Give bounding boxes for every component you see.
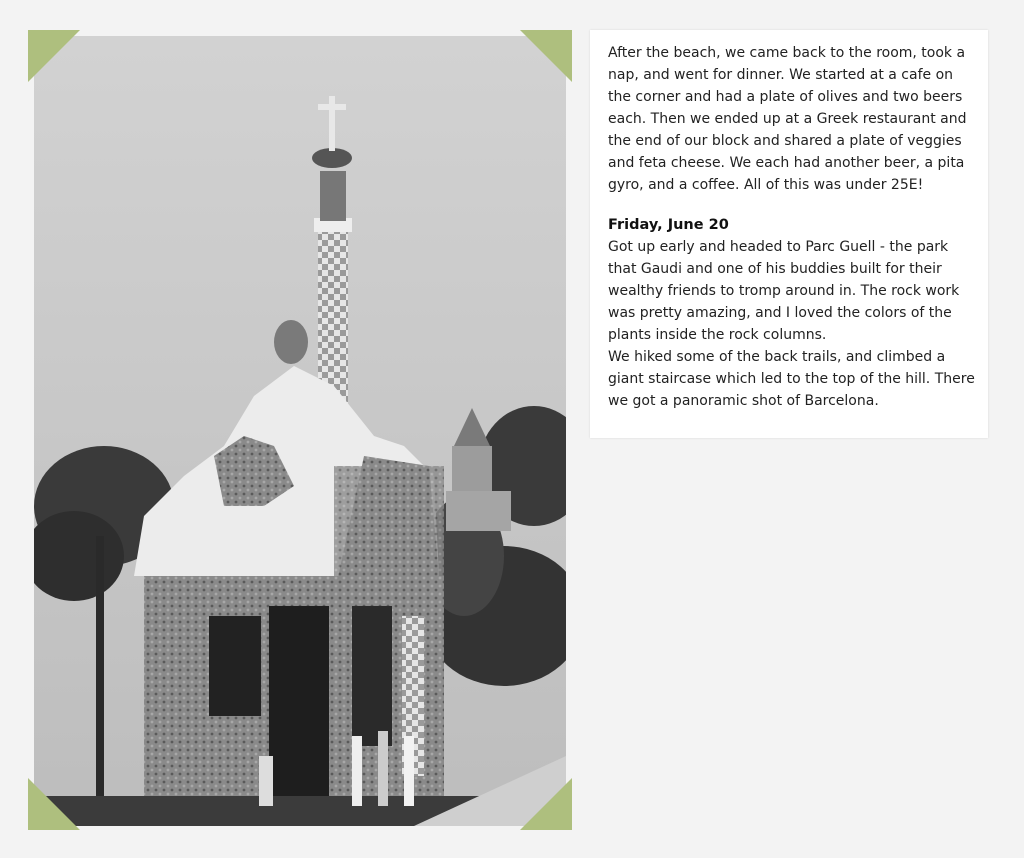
journal-date-heading: Friday, June 20	[608, 217, 729, 233]
journal-paragraph: After the beach, we came back to the room, took a nap, and went for dinner. We started at a cafe on the corner and had a plate of olives and two beers each. Then we ended up at a Greek restaurant and the end of our block and shared a plate of veggies and feta cheese. We each had another beer, a pita gyro, and a coffee. All of this was under 25E!	[608, 45, 967, 193]
photo-corner-top-left	[28, 30, 80, 82]
photo-corner-top-right	[520, 30, 572, 82]
photo-corner-bottom-left	[28, 778, 80, 830]
journal-text	[608, 42, 976, 412]
journal-paragraph: Got up early and headed to Parc Guell - the park that Gaudi and one of his buddies built for their wealthy friends to tromp around in. The rock work was pretty amazing, and I loved the colors of the plants inside the rock columns.	[608, 239, 960, 343]
journal-card	[590, 30, 988, 438]
journal-paragraph: We hiked some of the back trails, and climbed a giant staircase which led to the top of the hill. There we got a panoramic shot of Barcelona.	[608, 349, 975, 409]
photo-corner-bottom-right	[520, 778, 572, 830]
photo-gaudi-pavilion	[34, 36, 566, 826]
